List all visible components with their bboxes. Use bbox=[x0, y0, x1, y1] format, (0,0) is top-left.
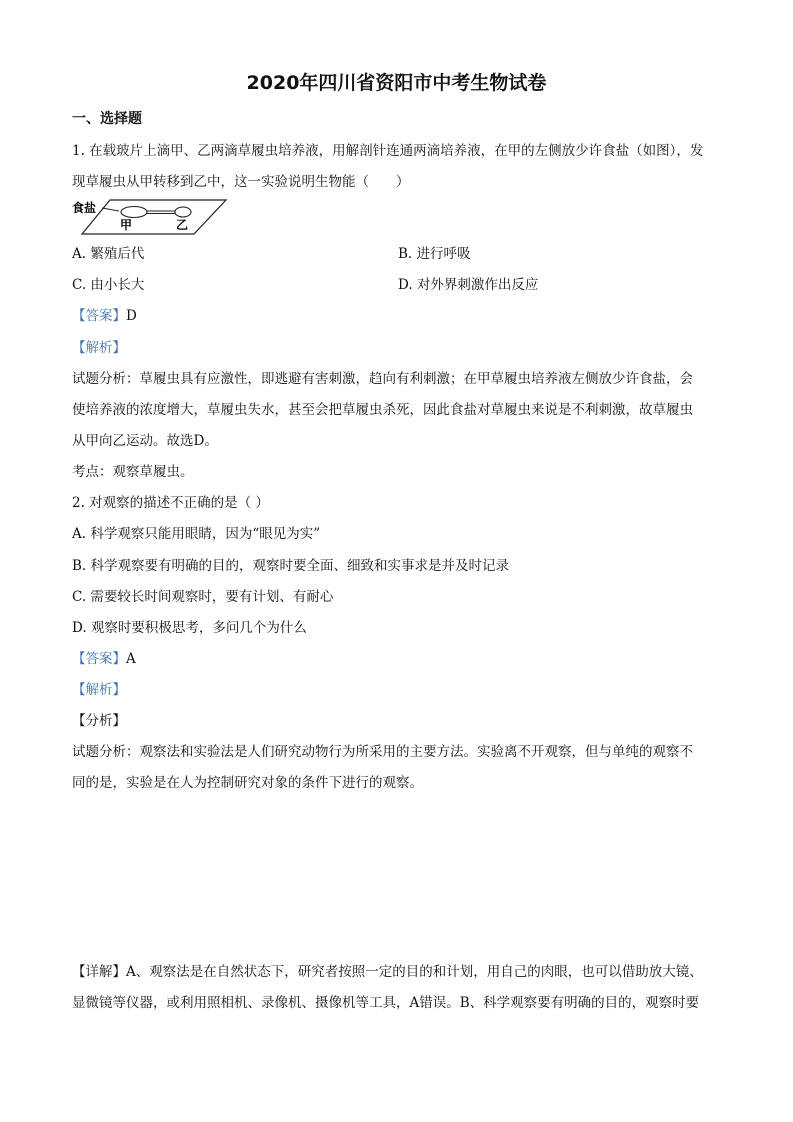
q1-figure bbox=[72, 197, 232, 237]
q1-analysis-tag: 【解析】 bbox=[72, 340, 126, 356]
q1-stem-line2: 现草履虫从甲转移到乙中，这一实验说明生物能（ ） bbox=[72, 174, 410, 190]
drop-right bbox=[175, 207, 191, 217]
label-jia: 甲 bbox=[120, 218, 133, 232]
q2-fenxi-line2: 同的是，实验是在人为控制研究对象的条件下进行的观察。 bbox=[72, 775, 423, 791]
q2-option-a: A. 科学观察只能用眼睛，因为“眼见为实” bbox=[72, 526, 321, 542]
q1-option-c: C. 由小长大 bbox=[72, 277, 145, 293]
document-title: 2020年四川省资阳市中考生物试卷 bbox=[246, 72, 547, 94]
salt-label: 食盐 bbox=[72, 201, 97, 215]
q2-detail-line2: 显微镜等仪器，或利用照相机、录像机、摄像机等工具，A错误。B、科学观察要有明确的目的，观察时要 bbox=[72, 995, 700, 1011]
drop-left bbox=[121, 207, 147, 218]
q1-stem-line1: 1. 在载玻片上滴甲、乙两滴草履虫培养液，用解剖针连通两滴培养液，在甲的左侧放少许食盐（如图），发 bbox=[72, 143, 704, 159]
label-yi: 乙 bbox=[176, 218, 189, 232]
answer-value: D bbox=[126, 308, 137, 324]
answer-tag: 【答案】 bbox=[72, 651, 126, 667]
q1-kaodian: 考点：观察草履虫。 bbox=[72, 464, 194, 480]
q2-answer-row bbox=[72, 649, 136, 669]
salt-pointer-line bbox=[102, 208, 119, 211]
q2-stem: 2. 对观察的描述不正确的是（ ） bbox=[72, 495, 269, 511]
answer-value: A bbox=[126, 651, 136, 667]
q1-option-a: A. 繁殖后代 bbox=[72, 246, 145, 262]
q2-fenxi-tag: 【分析】 bbox=[72, 713, 126, 729]
q1-analysis-line2: 使培养液的浓度增大，草履虫失水，甚至会把草履虫杀死，因此食盐对草履虫来说是不利刺激，故草履虫 bbox=[72, 402, 693, 418]
q1-answer-row bbox=[72, 306, 137, 326]
q2-option-b: B. 科学观察要有明确的目的，观察时要全面、细致和实事求是并及时记录 bbox=[72, 558, 510, 574]
answer-tag: 【答案】 bbox=[72, 308, 126, 324]
detail-tag: 【详解】 bbox=[72, 964, 126, 980]
section-heading: 一、选择题 bbox=[72, 111, 142, 127]
q1-option-b: B. 进行呼吸 bbox=[398, 246, 471, 262]
q1-analysis-line3: 从甲向乙运动。故选D。 bbox=[72, 433, 218, 449]
q2-detail-line1 bbox=[72, 962, 703, 982]
glass-slide bbox=[82, 200, 226, 234]
detail-text: A、观察法是在自然状态下，研究者按照一定的目的和计划，用自己的肉眼，也可以借助放大镜、 bbox=[126, 964, 703, 980]
q2-analysis-tag: 【解析】 bbox=[72, 682, 126, 698]
q1-analysis-line1: 试题分析：草履虫具有应激性，即逃避有害刺激，趋向有利刺激；在甲草履虫培养液左侧放少许食盐，会 bbox=[72, 371, 693, 387]
q1-option-d: D. 对外界刺激作出反应 bbox=[398, 277, 539, 293]
q2-option-c: C. 需要较长时间观察时，要有计划、有耐心 bbox=[72, 589, 334, 605]
q2-fenxi-line1: 试题分析：观察法和实验法是人们研究动物行为所采用的主要方法。实验离不开观察，但与单纯的观察不 bbox=[72, 744, 693, 760]
q2-option-d: D. 观察时要积极思考，多问几个为什么 bbox=[72, 620, 307, 636]
